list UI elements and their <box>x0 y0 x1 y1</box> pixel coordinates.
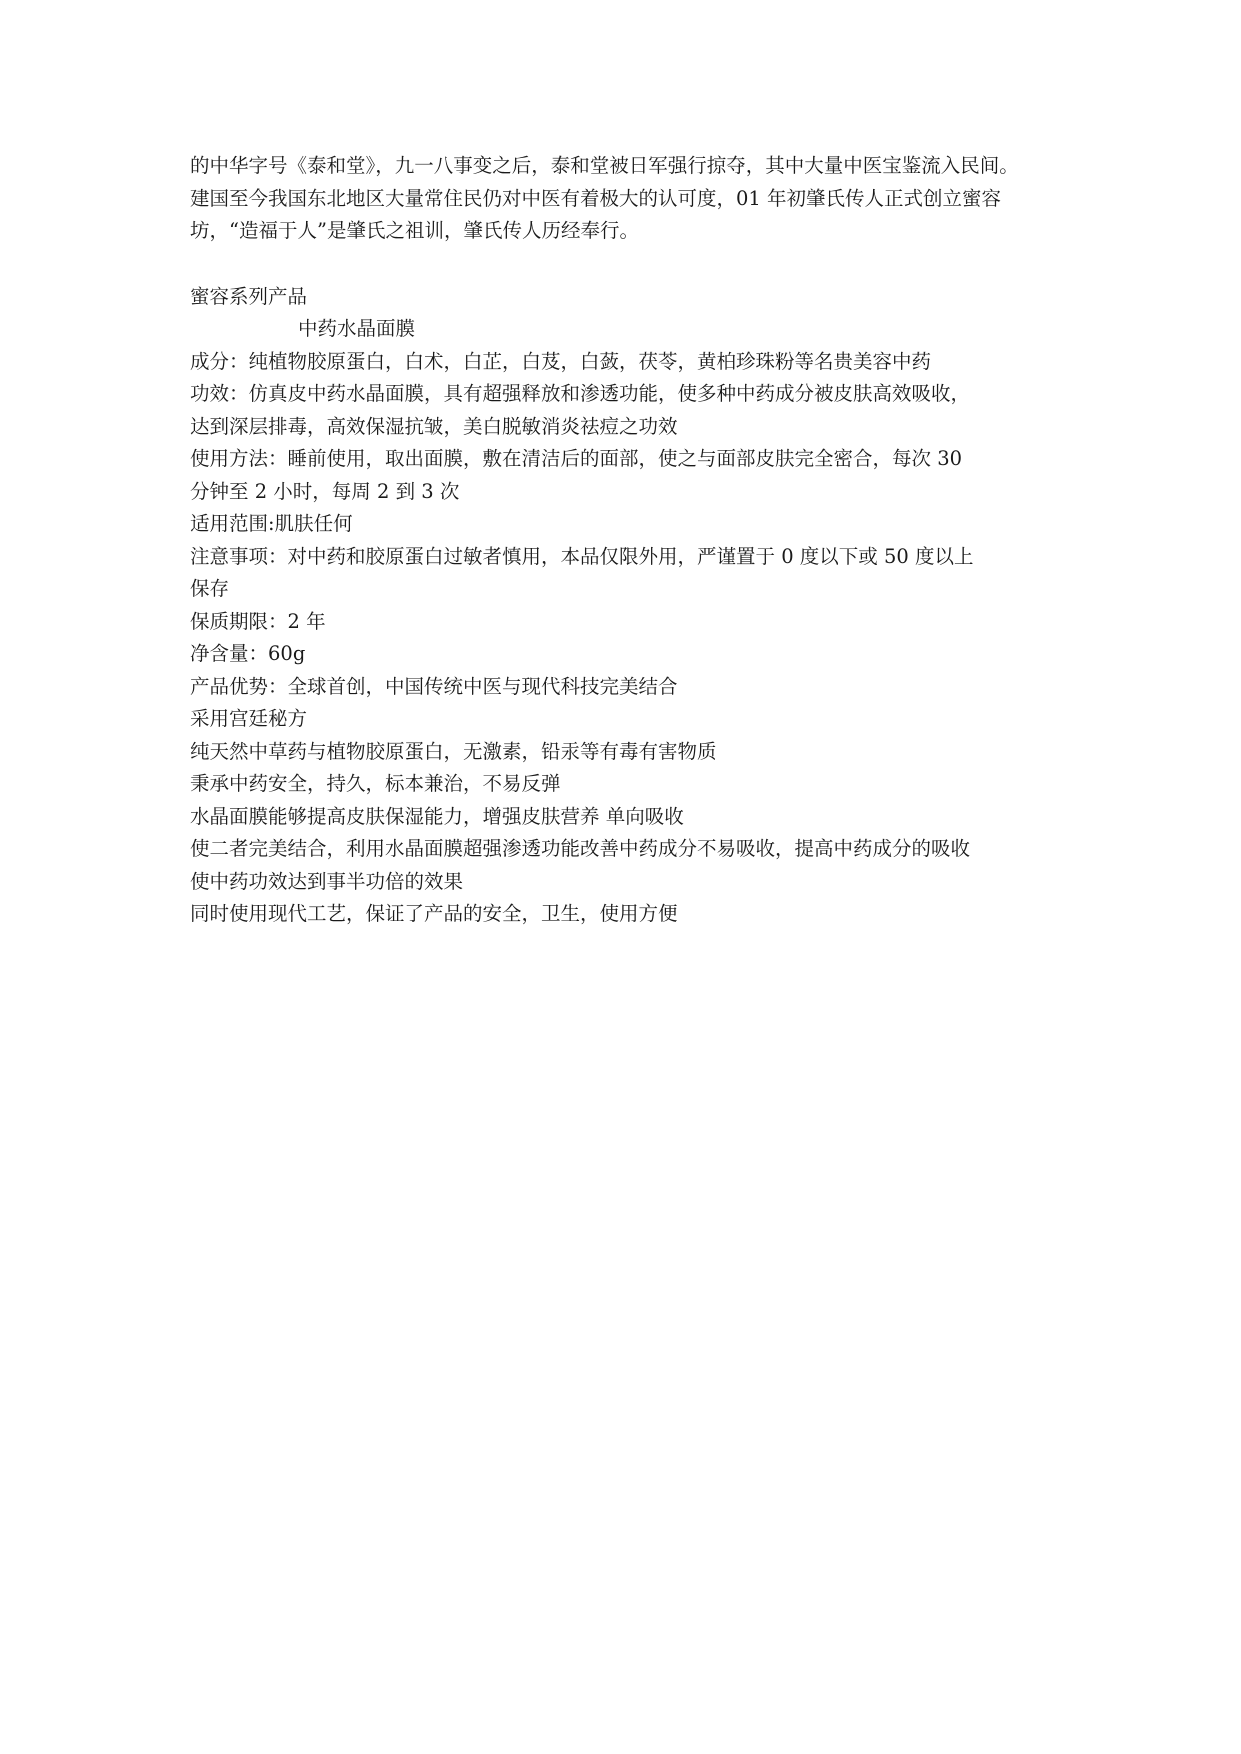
usage-line: 使用方法：睡前使用，取出面膜，敷在清洁后的面部，使之与面部皮肤完全密合，每次 30 <box>190 447 963 470</box>
advantage-line: 产品优势：全球首创，中国传统中医与现代科技完美结合 <box>190 674 678 698</box>
intro-line: 的中华字号《泰和堂》，九一八事变之后，泰和堂被日军强行掠夺，其中大量中医宝鉴流入民间。 <box>190 154 1019 177</box>
cautions-line: 保存 <box>190 577 230 600</box>
scope-line: 适用范围:肌肤任何 <box>190 512 353 535</box>
intro-line: 建国至今我国东北地区大量常住民仍对中医有着极大的认可度，01 年初肇氏传人正式创立蜜容 <box>190 186 1002 210</box>
cautions-line: 注意事项：对中药和胶原蛋白过敏者慎用，本品仅限外用，严谨置于 0 度以下或 50 度以上 <box>190 544 974 568</box>
efficacy-line: 达到深层排毒，高效保湿抗皱，美白脱敏消炎祛痘之功效 <box>190 414 678 438</box>
ingredients-line: 成分：纯植物胶原蛋白，白术，白芷，白芨，白蔹，茯苓，黄柏珍珠粉等名贵美容中药 <box>190 349 932 373</box>
feature-line: 使中药功效达到事半功倍的效果 <box>190 869 464 893</box>
document-body <box>190 150 1065 931</box>
efficacy-line: 功效：仿真皮中药水晶面膜，具有超强释放和渗透功能，使多种中药成分被皮肤高效吸收， <box>190 382 971 405</box>
usage-line: 分钟至 2 小时，每周 2 到 3 次 <box>190 479 460 503</box>
feature-line: 同时使用现代工艺，保证了产品的安全，卫生，使用方便 <box>190 902 678 925</box>
feature-line: 使二者完美结合，利用水晶面膜超强渗透功能改善中药成分不易吸收，提高中药成分的吸收 <box>190 837 971 860</box>
net-content-line: 净含量：60g <box>190 642 306 665</box>
intro-line: 坊，“造福于人”是肇氏之祖训，肇氏传人历经奉行。 <box>190 219 639 242</box>
shelf-life-line: 保质期限：2 年 <box>190 609 326 633</box>
series-title: 蜜容系列产品 <box>190 284 308 308</box>
feature-line: 水晶面膜能够提高皮肤保湿能力，增强皮肤营养 单向吸收 <box>190 804 684 828</box>
feature-line: 秉承中药安全，持久，标本兼治，不易反弹 <box>190 772 561 795</box>
product-name: 中药水晶面膜 <box>298 317 416 340</box>
feature-line: 纯天然中草药与植物胶原蛋白，无激素，铅汞等有毒有害物质 <box>190 739 717 763</box>
feature-line: 采用宫廷秘方 <box>190 707 308 730</box>
